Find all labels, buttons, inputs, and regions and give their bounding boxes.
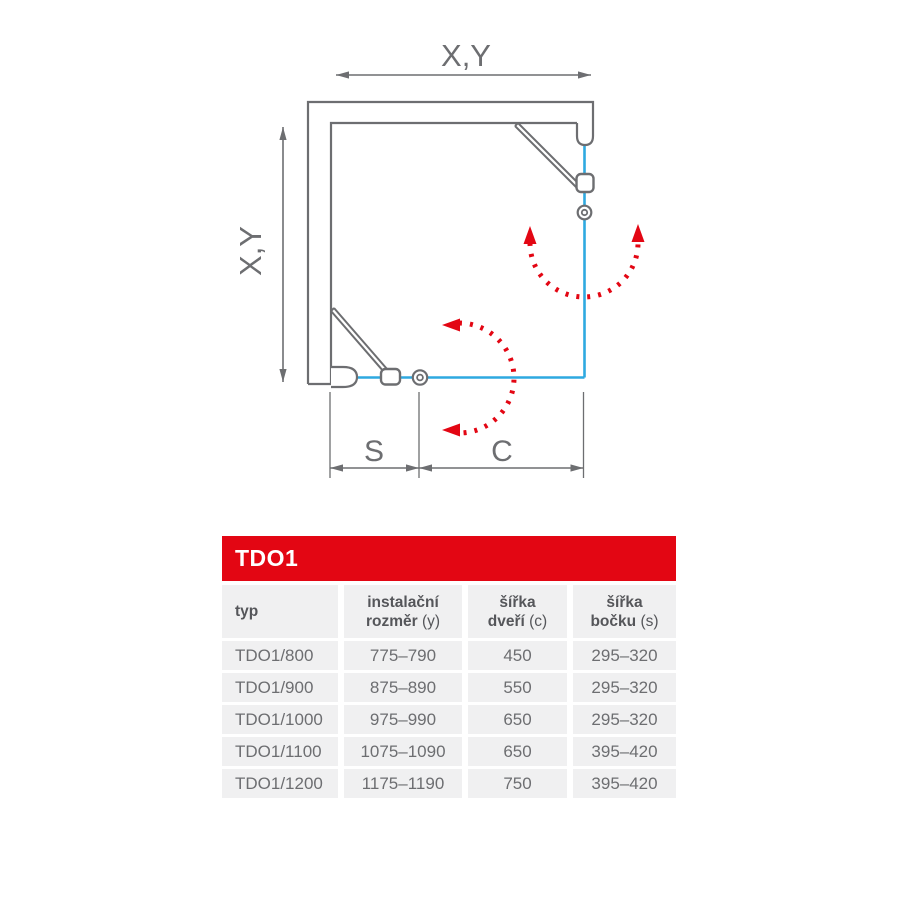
- table-title-bar: [222, 536, 676, 581]
- cell-typ: TDO1/900: [222, 673, 338, 702]
- arrow-up-icon: [632, 224, 645, 242]
- dimension-height-label: X,Y: [233, 226, 268, 276]
- cell-rozmer: 875–890: [344, 673, 462, 702]
- col-header-bocek-line2-normal: (s): [640, 612, 659, 630]
- cell-sirka-bocku: 295–320: [573, 641, 676, 670]
- cell-typ: TDO1/1100: [222, 737, 338, 766]
- spec-table: [222, 536, 676, 801]
- col-header-rozmer: [344, 585, 462, 638]
- table-row: [222, 705, 676, 734]
- arrow-left-icon: [442, 424, 460, 437]
- arrow-up-icon: [279, 127, 286, 140]
- col-header-typ-label: typ: [235, 603, 259, 620]
- knob-bottom-left: [413, 370, 427, 384]
- cell-rozmer: 1075–1090: [344, 737, 462, 766]
- table-row: [222, 673, 676, 702]
- cell-sirka-bocku: 295–320: [573, 673, 676, 702]
- arrow-right-icon: [406, 464, 419, 471]
- cell-rozmer: 1175–1190: [344, 769, 462, 798]
- cell-sirka-dveri: 650: [468, 705, 567, 734]
- col-header-rozmer-line2-bold: rozměr: [365, 612, 418, 630]
- arrow-right-icon: [578, 71, 591, 78]
- arrow-up-icon: [524, 226, 537, 244]
- col-header-dvere-line1: šířka: [499, 593, 536, 611]
- hinge-bottom-left: [381, 369, 400, 385]
- cell-sirka-dveri: 650: [468, 737, 567, 766]
- door-open-top-right: [515, 123, 581, 189]
- col-header-sirka-bocku: [573, 585, 676, 638]
- cell-typ: TDO1/800: [222, 641, 338, 670]
- col-header-sirka-dveri: [468, 585, 567, 638]
- arrow-left-icon: [330, 464, 343, 471]
- cell-sirka-dveri: 750: [468, 769, 567, 798]
- wall-bracket-top-right: [577, 123, 593, 145]
- arrow-left-icon: [336, 71, 349, 78]
- arrow-left-icon: [419, 464, 432, 471]
- arrow-down-icon: [279, 369, 286, 382]
- hinge-top-right: [577, 174, 594, 192]
- table-row: [222, 641, 676, 670]
- col-header-typ: [222, 585, 338, 638]
- cell-sirka-bocku: 395–420: [573, 737, 676, 766]
- cell-sirka-dveri: 550: [468, 673, 567, 702]
- table-row: [222, 769, 676, 798]
- cell-typ: TDO1/1000: [222, 705, 338, 734]
- knob-top-right: [578, 206, 592, 220]
- arrow-left-icon: [442, 319, 460, 332]
- col-header-bocek-line1: šířka: [606, 593, 643, 611]
- col-header-rozmer-line1: instalační: [367, 593, 439, 611]
- col-header-dvere-line2-normal: (c): [529, 612, 548, 630]
- cell-sirka-bocku: 295–320: [573, 705, 676, 734]
- col-header-dvere-line2: [488, 612, 547, 631]
- wall-bracket-bottom-left: [331, 367, 357, 387]
- table-title: TDO1: [235, 545, 299, 571]
- cell-rozmer: 775–790: [344, 641, 462, 670]
- dimension-width: [336, 38, 591, 79]
- dimension-width-label: X,Y: [441, 38, 491, 73]
- col-header-rozmer-line2: [366, 612, 440, 631]
- cell-sirka-dveri: 450: [468, 641, 567, 670]
- col-header-rozmer-line2-normal: (y): [421, 612, 441, 630]
- cell-rozmer: 975–990: [344, 705, 462, 734]
- cell-typ: TDO1/1200: [222, 769, 338, 798]
- table-row: [222, 737, 676, 766]
- col-header-bocek-line2-bold: bočku: [590, 612, 637, 630]
- cell-sirka-bocku: 395–420: [573, 769, 676, 798]
- col-header-bocek-line2: [590, 612, 658, 631]
- door-open-bottom-left: [331, 308, 387, 372]
- arrow-right-icon: [571, 464, 584, 471]
- col-header-dvere-line2-bold: dveří: [487, 612, 525, 630]
- dimension-side-panel-label: S: [363, 435, 385, 468]
- dimension-door-label: C: [491, 435, 513, 468]
- wall-profile: [308, 102, 593, 384]
- table-header-row: [222, 585, 676, 638]
- dimension-height: [233, 127, 287, 382]
